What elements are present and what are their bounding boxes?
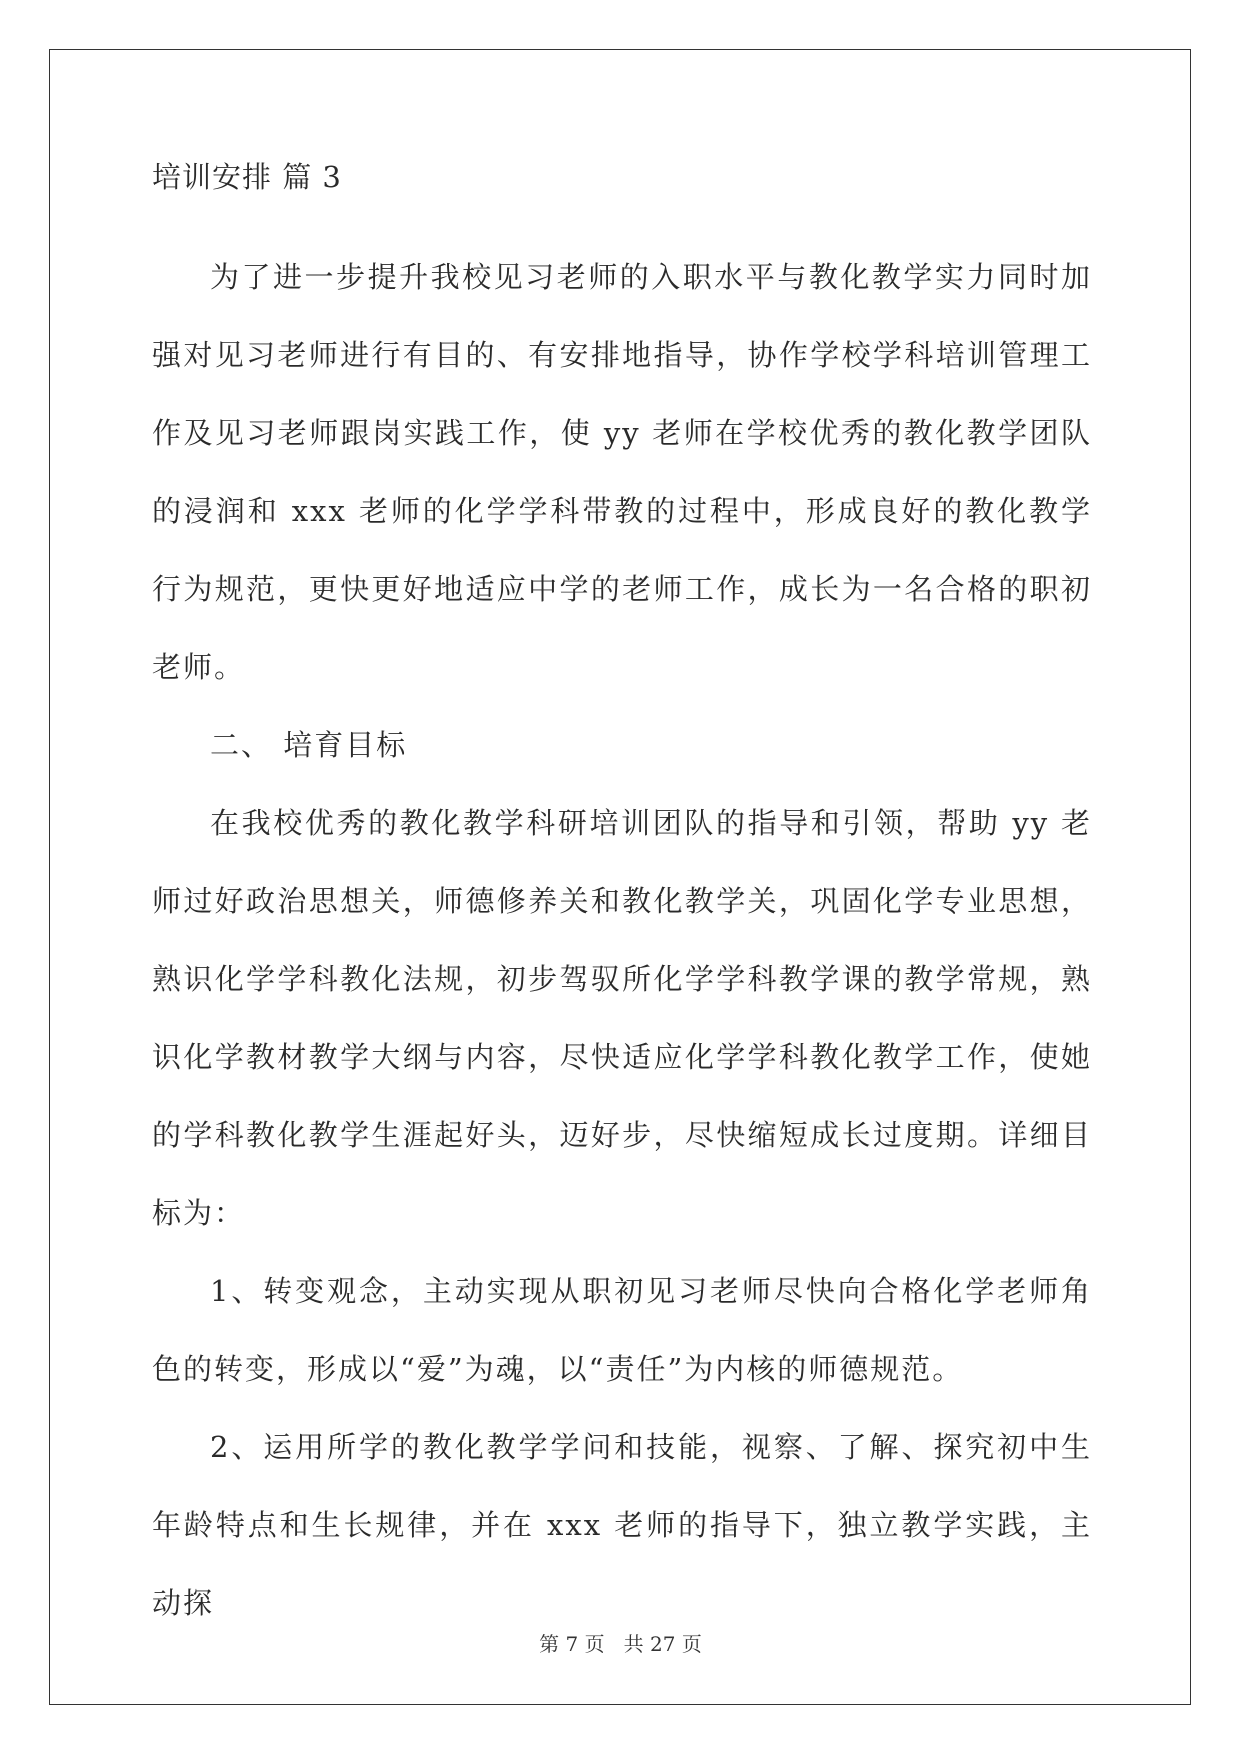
- page-number: 第 7 页: [539, 1632, 605, 1656]
- page-total: 共 27 页: [623, 1632, 702, 1656]
- goals-paragraph: 在我校优秀的教化教学科研培训团队的指导和引领，帮助 yy 老师过好政治思想关，师德修养关和教化教学关，巩固化学专业思想，熟识化学学科教化法规，初步驾驭所化学学科教学课的教学常规，熟识化学教材教学大纲与内容，尽快适应化学学科教化教学工作，使她的学科教化教学生涯起好头，迈好步，尽快缩短成长过度期。详细目标为：: [152, 806, 1092, 1230]
- goal-item-1: 1、转变观念，主动实现从职初见习老师尽快向合格化学老师角色的转变，形成以“爱”为魂，以“责任”为内核的师德规范。: [152, 1274, 1092, 1386]
- document-body: [152, 160, 1092, 1642]
- goal-item-2: 2、运用所学的教化教学学问和技能，视察、了解、探究初中生年龄特点和生长规律，并在 xxx 老师的指导下，独立教学实践，主动探: [152, 1430, 1092, 1620]
- intro-paragraph: 为了进一步提升我校见习老师的入职水平与教化教学实力同时加强对见习老师进行有目的、有安排地指导，协作学校学科培训管理工作及见习老师跟岗实践工作，使 yy 老师在学校优秀的教化教学团队的浸润和 xxx 老师的化学学科带教的过程中，形成良好的教化教学行为规范，更快更好地适应中学的老师工作，成长为一名合格的职初老师。: [152, 260, 1092, 684]
- page-footer: [0, 1628, 1241, 1657]
- document-heading: 培训安排 篇 3: [152, 160, 342, 194]
- section-title-goals: 二、 培育目标: [210, 728, 408, 762]
